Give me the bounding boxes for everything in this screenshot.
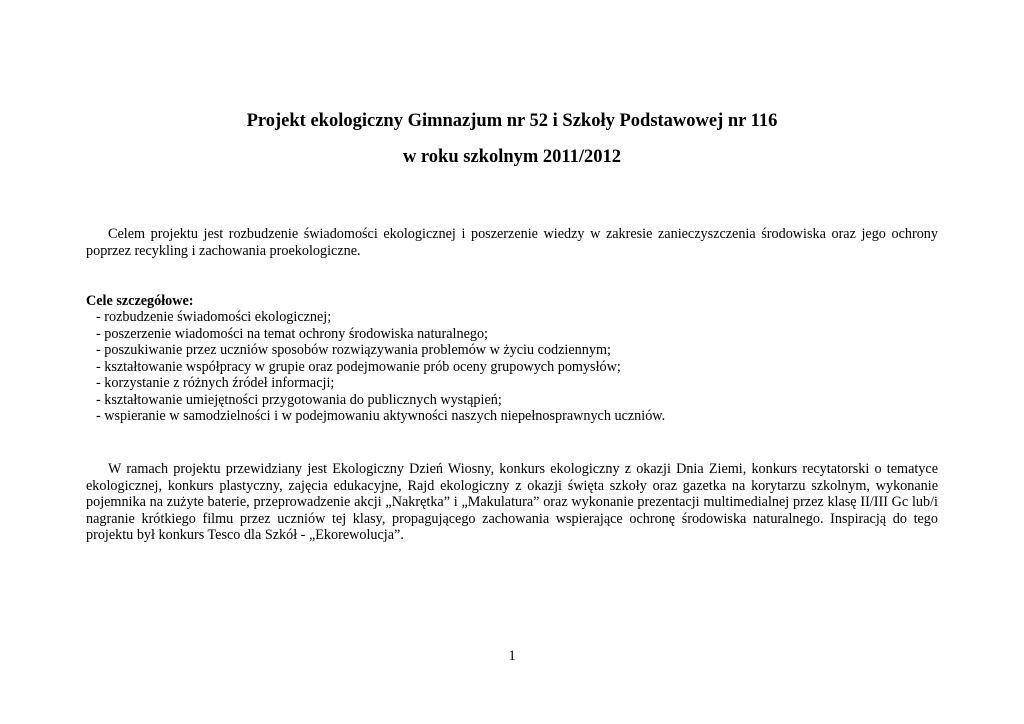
document-title: Projekt ekologiczny Gimnazjum nr 52 i Szkoły Podstawowej nr 116 — [246, 111, 778, 131]
goal-item: - kształtowanie umiejętności przygotowania do publicznych wystąpień; — [96, 391, 502, 408]
goal-item: - poszukiwanie przez uczniów sposobów rozwiązywania problemów w życiu codziennym; — [96, 342, 611, 358]
goal-item: - rozbudzenie świadomości ekologicznej; — [96, 309, 332, 325]
goals-heading: Cele szczegółowe: — [86, 293, 194, 309]
intro-text: Celem projektu jest rozbudzenie świadomości ekologicznej i poszerzenie wiedzy w zakresie zanieczyszczenia środowiska oraz jego ochrony poprzez recykling i zachowania proekologiczne. — [86, 226, 938, 259]
document-subtitle: w roku szkolnym 2011/2012 — [402, 147, 622, 167]
goal-item: - wspieranie w samodzielności i w podejmowaniu aktywności naszych niepełnosprawnych uczniów. — [96, 408, 666, 424]
closing-paragraph — [86, 461, 938, 544]
goal-item: - kształtowanie współpracy w grupie oraz podejmowanie prób oceny grupowych pomysłów; — [96, 358, 621, 375]
page-number: 1 — [508, 648, 516, 664]
closing-text: W ramach projektu przewidziany jest Ekologiczny Dzień Wiosny, konkurs ekologiczny z okazji Dnia Ziemi, konkurs recytatorski o tematyce ekologicznej, konkurs plastyczny, zajęcia edukacyjne, Rajd ekologiczny z okazji święta szkoły oraz gazetka na korytarzu szkolnym, wykonanie pojemnika na zużyte baterie, przeprowadzenie akcji „Nakrętka” i „Makulatura” oraz wykonanie prezentacji multimedialnej przez klasę II/III Gc lub/i nagranie krótkiego filmu przez uczniów tej klasy, propagującego zachowania wspierające ochronę środowiska naturalnego. Inspiracją do tego projektu był konkurs Tesco dla Szkół - „Ekorewolucja”. — [86, 461, 938, 543]
goal-item: - korzystanie z różnych źródeł informacji; — [96, 375, 335, 391]
intro-paragraph — [86, 226, 938, 259]
goal-item: - poszerzenie wiadomości na temat ochrony środowiska naturalnego; — [96, 325, 488, 342]
goals-list — [96, 309, 665, 425]
